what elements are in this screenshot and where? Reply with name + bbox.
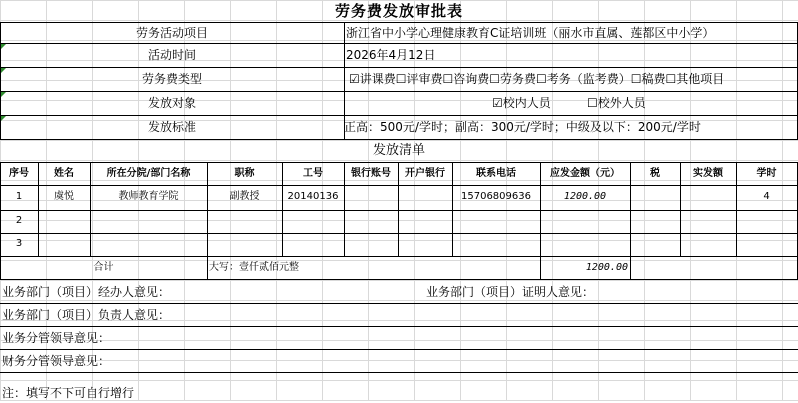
page-title: 劳务费发放审批表 <box>334 2 463 20</box>
total-daxie[interactable]: 大写：壹仟贰佰元整 <box>209 262 299 273</box>
col-header: 姓名 <box>54 168 74 179</box>
col-header: 职称 <box>234 168 255 179</box>
type-label: 劳务费类型 <box>141 72 202 86</box>
list-title: 发放清单 <box>372 143 425 158</box>
col-header: 银行账号 <box>351 168 391 179</box>
cell-dept[interactable]: 教师教育学院 <box>118 191 179 202</box>
biz-manager-opinion[interactable]: 业务分管领导意见： <box>2 331 111 345</box>
rule <box>0 326 798 327</box>
cell-name[interactable]: 虞悦 <box>54 191 74 202</box>
witness-opinion[interactable]: 业务部门（项目）证明人意见： <box>426 285 595 299</box>
col-header: 税 <box>650 168 660 179</box>
rule <box>0 162 798 163</box>
rule <box>0 43 798 44</box>
cell-no[interactable]: 1 <box>15 191 23 202</box>
project-label: 劳务活动项目 <box>135 26 208 40</box>
rule <box>0 67 798 68</box>
rule <box>0 139 798 140</box>
col-header: 联系电话 <box>476 168 516 179</box>
col-header: 应发金额（元） <box>550 168 620 179</box>
project-value[interactable]: 浙江省中小学心理健康教育C证培训班（丽水市直属、莲都区中小学） <box>346 26 715 40</box>
rule <box>0 91 798 92</box>
total-amount[interactable]: 1200.00 <box>585 262 628 273</box>
rule <box>0 210 798 211</box>
rule <box>0 372 798 373</box>
cell-hours[interactable]: 4 <box>763 191 770 202</box>
total-label: 合计 <box>93 262 114 273</box>
rule <box>0 233 798 234</box>
rule <box>0 303 798 304</box>
cell-no[interactable]: 3 <box>15 238 23 249</box>
cell-id[interactable]: 20140136 <box>287 191 339 202</box>
col-header: 所在分院/部门名称 <box>106 168 191 179</box>
leader-opinion[interactable]: 业务部门（项目）负责人意见： <box>2 308 171 322</box>
standard-label: 发放标准 <box>147 120 196 134</box>
rule <box>0 349 798 350</box>
cell-no[interactable]: 2 <box>15 215 23 226</box>
target-out-checkbox[interactable]: ☐校外人员 <box>587 96 646 110</box>
rule <box>0 256 798 257</box>
type-options[interactable]: ☑讲课费☐评审费☐咨询费☐劳务费☐考务（监考费）☐稿费☐其他项目 <box>349 72 725 86</box>
handler-opinion[interactable]: 业务部门（项目）经办人意见： <box>2 285 171 299</box>
cell-amount[interactable]: 1200.00 <box>563 191 607 202</box>
standard-value[interactable]: 正高：500元/学时；副高：300元/学时；中级及以下：200元/学时 <box>344 120 701 134</box>
rule <box>0 279 798 280</box>
rule <box>0 185 798 186</box>
col-header: 学时 <box>756 168 777 179</box>
col-header: 工号 <box>303 168 323 179</box>
time-value[interactable]: 2026年4月12日 <box>346 48 436 62</box>
col-header: 实发额 <box>693 168 723 179</box>
target-label: 发放对象 <box>147 96 196 110</box>
rule <box>0 115 798 116</box>
col-header: 开户银行 <box>405 168 445 179</box>
cell-phone[interactable]: 15706809636 <box>461 191 531 202</box>
time-label: 活动时间 <box>147 48 196 62</box>
fin-manager-opinion[interactable]: 财务分管领导意见： <box>2 354 111 368</box>
note: 注：填写不下可自行增行 <box>2 386 135 400</box>
cell-title[interactable]: 副教授 <box>229 191 260 202</box>
col-header: 序号 <box>9 168 29 179</box>
target-in-checkbox[interactable]: ☑校内人员 <box>492 96 551 110</box>
